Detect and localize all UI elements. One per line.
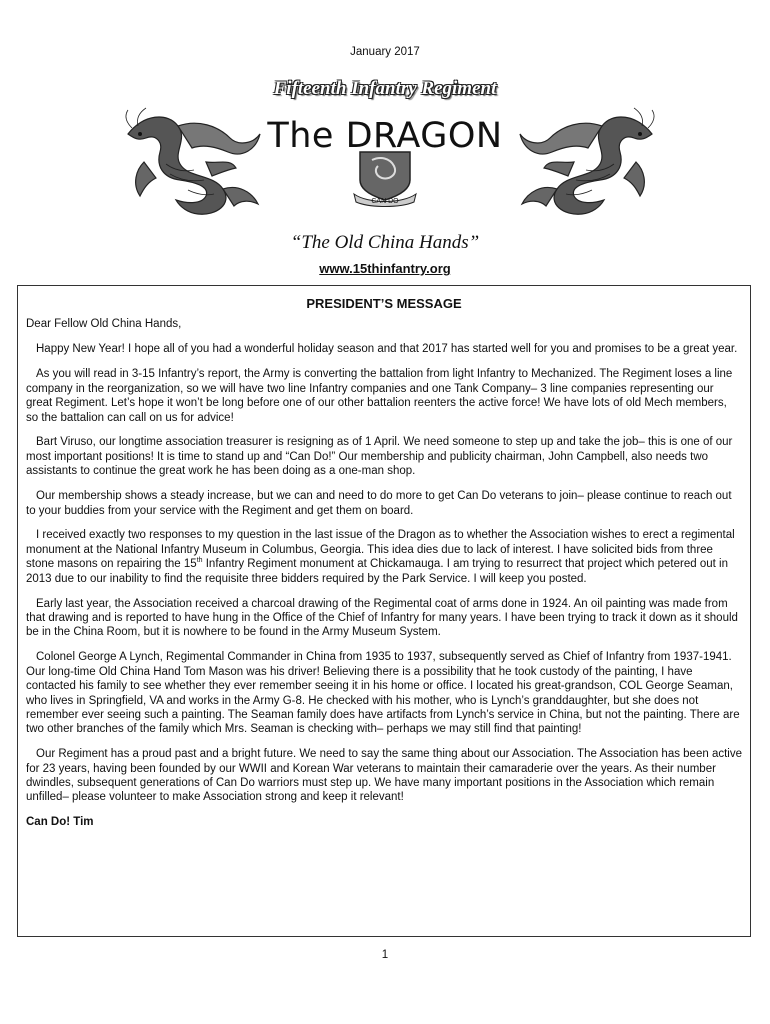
regimental-crest-image	[352, 150, 418, 208]
message-paragraph-5	[26, 528, 742, 586]
newsletter-masthead: The DRAGON	[267, 116, 503, 156]
paragraph-1-text: Happy New Year! I hope all of you had a wonderful holiday season and that 2017 has started well for you and promises to be a great year.	[36, 343, 738, 356]
message-greeting: Dear Fellow Old China Hands,	[26, 318, 182, 330]
presidents-message-box	[17, 285, 751, 937]
paragraph-8-text: Our Regiment has a proud past and a bright future. We need to say the same thing about our Association. The Association has been active for 23 years, having been founded by our WWII and Korean War veterans to maintain their camaraderie over the years. As their number dwindles, subsequent generations of Can Do warriors must step up. We have many important positions in the Association which remain unfilled– please volunteer to make Association strong and keep it relevant!	[26, 748, 742, 804]
paragraph-3-text: Bart Viruso, our longtime association treasurer is resigning as of 1 April. We need someone to step up and take the job– this is one of our most important positions! It is time to stand up and “Can Do!” Our membership and publicity chairman, John Campbell, also needs two assistants to continue the great work he has been doing as a one-man shop.	[26, 436, 733, 478]
paragraph-6-text: Early last year, the Association received a charcoal drawing of the Regimental coat of arms done in 1924. An oil painting was made from that drawing and is reported to have hung in the Office of the Chief of Infantry for many years. I have been trying to track it down as it should be in the China Room, but it is nowhere to be found in the Army Museum System.	[26, 597, 738, 639]
paragraph-5-text-b: Infantry Regiment monument at Chickamauga. I am trying to resurrect that project which petered out in 2013 due to our inability to find the requisite three bidders required by the Park Service. I will keep you posted.	[26, 558, 728, 585]
crest-motto-text: CAN DO	[371, 198, 399, 205]
message-paragraph-7	[26, 650, 742, 736]
message-paragraph-6	[26, 597, 742, 640]
issue-date: January 2017	[350, 46, 420, 58]
page-number: 1	[381, 949, 389, 961]
paragraph-2-text: As you will read in 3-15 Infantry’s report, the Army is converting the battalion from light Infantry to Mechanized. The Regiment loses a line company in the reorganization, so we will have two line Infantry companies and one Tank Company– 3 line companies representing our great Regiment. Let’s hope it won’t be long before one of our other battalion reenters the active force! We have lots of old Mech members, so the battalion can call on us for advice!	[26, 368, 733, 424]
website-link[interactable]: www.15thinfantry.org	[319, 261, 451, 276]
message-paragraph-8	[26, 747, 742, 805]
message-paragraph-2	[26, 367, 742, 425]
message-title: PRESIDENT’S MESSAGE	[306, 296, 462, 311]
paragraph-4-text: Our membership shows a steady increase, but we can and need to do more to get Can Do veterans to join– please continue to reach out to your buddies from your service with the Regiment and get them on board.	[26, 490, 732, 517]
paragraph-7-text: Colonel George A Lynch, Regimental Commander in China from 1935 to 1937, subsequently served as Chief of Infantry from 1937-1941. Our long-time Old China Hand Tom Mason was his driver! Believing there is a possibility that he took custody of the painting, I have contacted his family to see whether they ever remember seeing it in his home or office. I located his great-grandson, COL George Seaman, who lives in Springfield, VA and works in the Army G-8. He checked with his mother, who is Lynch’s granddaughter, but she does not remember ever seeing such a painting. The Seaman family does have artifacts from Lynch’s service in China, but not the painting. There are two other branches of the family which Mrs. Seaman is checking with– perhaps we may still find that painting!	[26, 651, 740, 736]
message-paragraph-4	[26, 489, 742, 518]
ordinal-superscript: th	[196, 557, 203, 565]
association-motto: “The Old China Hands”	[290, 232, 480, 253]
paragraph-5-text-a: I received exactly two responses to my question in the last issue of the Dragon as to whether the Association wishes to erect a regimental monument at the National Infantry Museum in Columbus, Georgia. This idea dies due to lack of interest. I have solicited bids from three stone masons on repairing the 15	[26, 529, 735, 571]
regiment-name: Fifteenth Infantry Regiment	[273, 78, 497, 99]
message-signoff: Can Do! Tim	[26, 816, 94, 829]
message-paragraph-3	[26, 435, 742, 478]
message-paragraph-1	[26, 342, 742, 356]
